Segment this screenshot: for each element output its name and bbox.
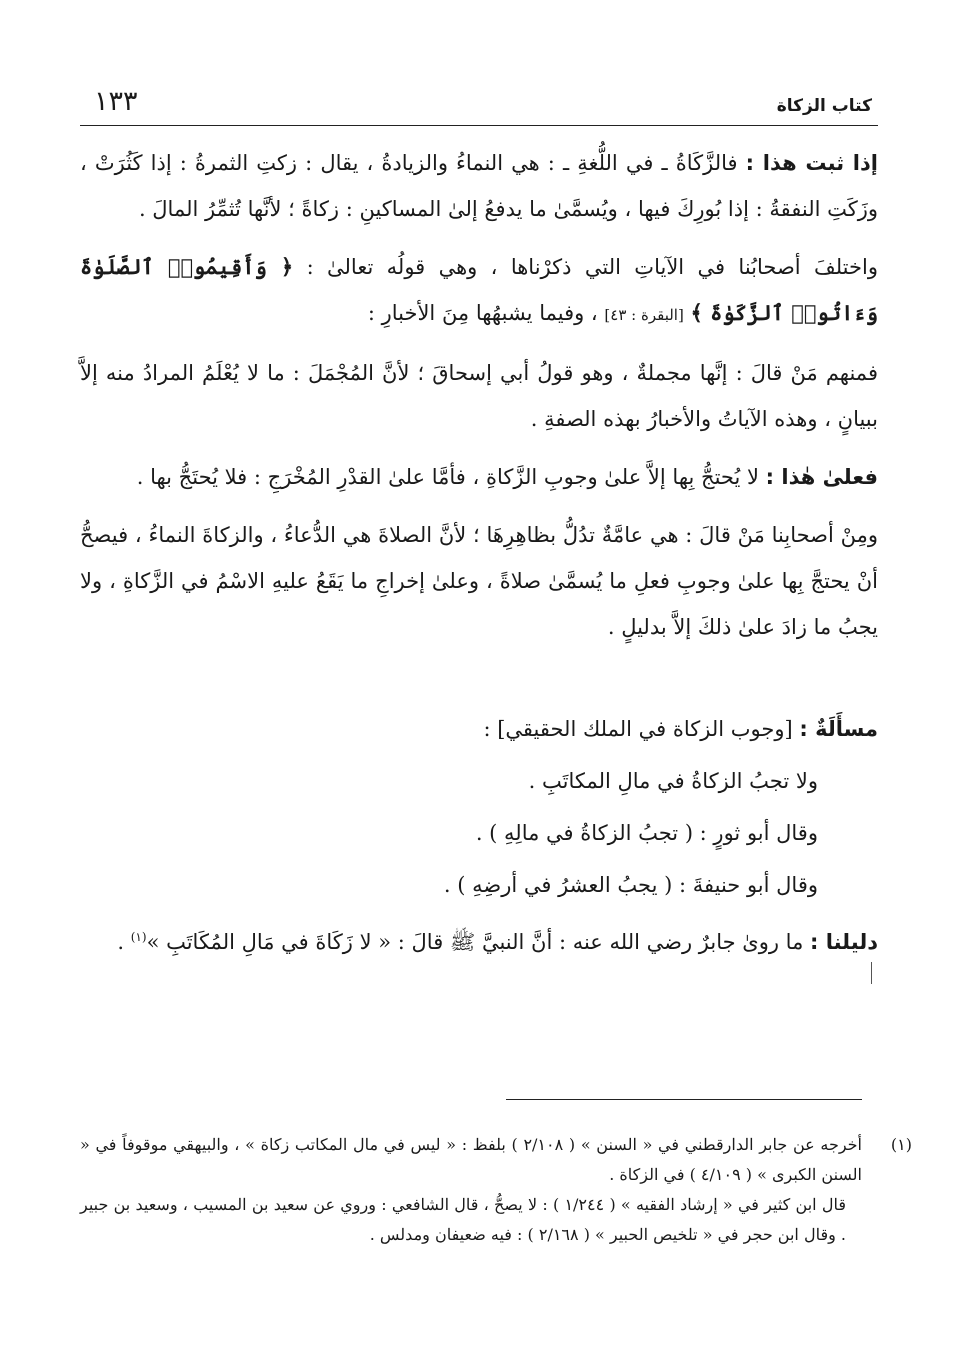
main-text: [80, 140, 878, 977]
evidence-lead: دليلنا :: [810, 930, 878, 954]
footnote-reference: (١): [130, 930, 147, 944]
footnote-line: قال ابن كثير في « إرشاد الفقيه » ( ١/٢٤٤ ) : لا يصحُّ ، قال الشافعي : وروي عن سعيد بن المسيب ، وسعيد بن جبير . وقال ابن حجر في « تلخيص الحبير » ( ٢/١٦٨ ) : فيه ضعيفان ومدلس .: [80, 1195, 846, 1244]
masala-opinion-abu-hanifa: وقال أبو حنيفةَ : ( يجبُ العشرُ في أرضِهِ ) .: [443, 873, 818, 897]
paragraph-consequence: [80, 454, 878, 500]
masala-title: [وجوب الزكاة في الملك الحقيقي] :: [483, 717, 793, 741]
paragraph-text: فالزَّكَاةُ ـ في اللُّغةِ ـ : هي النماءُ والزيادةُ ، يقال : زكتِ الثمرةُ : إذا كَثُرَتْ ، وزَكَتِ النفقةُ : إذا بُورِكَ فيها ، ويُسمَّىٰ ما يدفعُ إلىٰ المساكينِ : زكاةً ؛ لأنَّها تُثمِّرُ المالَ .: [80, 151, 878, 221]
paragraph-text: ومِنْ أصحابِنا مَنْ قالَ : هي عامَّةٌ تدُلُّ بظاهِرِهَا ؛ لأنَّ الصلاةَ هي الدُّعاءُ ، والزكاةَ النماءُ ، فيصحُّ أنْ يحتجَّ بِها علىٰ وجوبِ فعلِ ما يُسمَّىٰ صلاةً ، وعلىٰ إخراجِ ما يَقَعُ عليهِ الاسْمُ في الزَّكاةِ ، ولا يجبُ ما زادَ علىٰ ذلكَ إلاَّ بدليلٍ .: [80, 523, 878, 639]
footnotes: [80, 1130, 912, 1250]
paragraph-verses: [80, 244, 878, 338]
footnote-rule: [506, 1099, 862, 1100]
footnote-line: أخرجه عن جابر الدارقطني في « السنن » ( ٢/١٠٨ ) بلفظ : « ليس في مال المكاتب زكاة » ، والبيهقي موقوفاً في « السنن الكبرى » ( ٤/١٠٩ ) في الزكاة .: [80, 1135, 863, 1184]
paragraph-text: ، وفيما يشبهُها مِنَ الأخبارِ :: [367, 301, 598, 325]
running-title: كتاب الزكاة: [776, 96, 872, 116]
verse-citation: [البقرة : ٤٣]: [604, 306, 684, 324]
paragraph-general: [80, 512, 878, 650]
header-rule: [80, 125, 878, 126]
masala-ruling: ولا تجبُ الزكاةُ في مالِ المكاتَبِ .: [528, 769, 818, 793]
evidence-end: .: [117, 930, 125, 954]
masala-heading: [80, 706, 878, 752]
paragraph-lead: إذا ثبت هذا :: [745, 151, 878, 175]
paragraph-text: فمنهم مَنْ قالَ : إنَّها مجملةٌ ، وهو قولُ أبي إسحاقَ ؛ لأنَّ المُجْمَلَ : ما لا يُعْلَمُ المرادُ منه إلاَّ ببيانٍ ، وهذه الآياتُ والأخبارُ بهذه الصفةِ .: [80, 361, 878, 431]
masala-opinion-abu-thawr: وقال أبو ثورٍ : ( تجبُ الزكاةُ في مالِهِ ) .: [475, 821, 818, 845]
evidence-text: ما روىٰ جابرٌ رضي الله عنه : أنَّ النبيَّ ﷺ قالَ : « لا زَكَاةَ في مَالِ المُكَاتَبِ »: [146, 930, 804, 954]
quran-verse: ﴿ وَأَقِيمُوا۟ ٱلصَّلَوٰةَ وَءَاتُوا۟ ٱلزَّكَوٰةَ ﴾: [80, 254, 878, 325]
paragraph-text: واختلفَ أصحابُنا في الآياتِ التي ذكرْناها ، وهي قولُه تعالىٰ :: [306, 255, 878, 279]
paragraph-lead: فعلىٰ هٰذا :: [765, 465, 878, 489]
masala-evidence: [80, 914, 878, 965]
paragraph-text: لا يُحتجُّ بِها إلاَّ علىٰ وجوبِ الزَّكاةِ ، فأمَّا علىٰ القدْرِ المُخْرَجِ : فلا يُحتَجُّ بها .: [136, 465, 759, 489]
footnote-number: (١): [890, 1135, 912, 1154]
page-number: ١٣٣: [94, 86, 138, 117]
paragraph-mujmal: [80, 350, 878, 442]
masala-lead: مسأَلَةٌ :: [799, 717, 878, 741]
masala-section: [80, 706, 878, 965]
margin-mark: [871, 962, 872, 984]
paragraph-definition: [80, 140, 878, 232]
